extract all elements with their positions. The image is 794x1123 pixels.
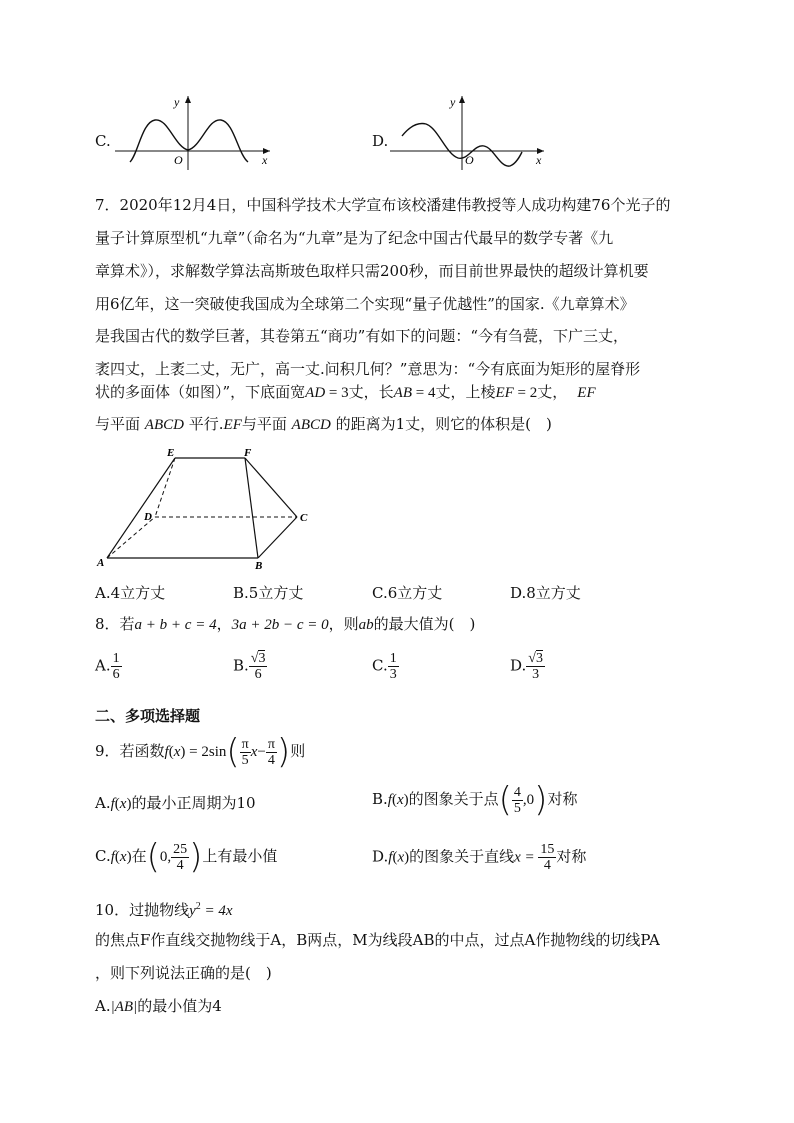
q7-zhang2: 丈，上棱 — [435, 383, 496, 401]
frac-den-5: 5 — [240, 752, 251, 768]
frac-den: 4 — [538, 857, 556, 873]
q10-stem-line-1 — [95, 897, 233, 921]
frac-num: 15 — [540, 842, 555, 857]
frac-den: 5 — [513, 800, 521, 816]
q7-line-4: 用6亿年，这一突破使我国成为全球第二个实现“量子优越性”的国家.《九章算术》 — [95, 295, 635, 313]
option-text: 的最小值为4 — [137, 997, 222, 1015]
vertex-c-label: C — [300, 512, 308, 524]
frac-num: 25 — [173, 841, 188, 857]
section-title-multiple-choice: 二、多项选择题 — [95, 707, 201, 725]
q8-stem — [95, 614, 475, 635]
frac-num-pi: π — [241, 736, 249, 752]
frac-den: 6 — [112, 667, 120, 682]
q8-cond-2: 3a + 2b − c = 0 — [231, 617, 329, 633]
q7-line-6: 袤四丈，上袤二丈，无广，高一丈.问积几何？”意思为：“今有底面为矩形的屋脊形 — [95, 360, 641, 378]
frac-den: 3 — [389, 667, 397, 682]
q8-sep: ， — [216, 615, 232, 633]
q7-option-c[interactable]: C.6立方丈 — [372, 584, 443, 602]
vertex-b-label: B — [255, 560, 263, 572]
q7-line8-a: 与平面 — [95, 415, 141, 433]
q8-ab: ab — [358, 617, 374, 633]
q6d-x-label: x — [536, 153, 542, 167]
q8-option-a[interactable] — [95, 651, 122, 682]
frac-num: 1 — [112, 651, 120, 666]
option-label: D. — [510, 656, 527, 675]
q7-option-d[interactable]: D.8立方丈 — [510, 584, 581, 602]
frac-den: 6 — [249, 666, 268, 682]
sqrt-icon: √ — [528, 651, 536, 666]
q8-suffix: 的最大值为( ) — [373, 615, 476, 633]
option-label: A. — [95, 656, 111, 675]
q10-option-a[interactable] — [95, 996, 222, 1017]
math-sup-2: 2 — [195, 901, 201, 912]
math-x: x — [173, 744, 181, 760]
q10-stem-line-2: 的焦点F作直线交抛物线于A，B两点，M为线段AB的中点，过点A作抛物线的切线PA — [95, 931, 660, 949]
q9-prefix: 9．若函数 — [95, 742, 165, 760]
math-ef-3: EF — [223, 417, 242, 433]
q8-option-c[interactable] — [372, 651, 399, 682]
q7-zhang1: 丈，长 — [348, 383, 394, 401]
q6-option-c-label[interactable]: C. — [95, 132, 111, 150]
vertex-f-label: F — [244, 447, 252, 459]
option-tail: 对称 — [556, 847, 587, 866]
frac-den-4: 4 — [266, 752, 277, 768]
q6-option-d-label[interactable]: D. — [372, 132, 389, 150]
math-eq-2sin: = 2sin — [185, 744, 227, 760]
option-text: 的最小正周期为10 — [131, 794, 256, 812]
q10-prefix: 10．过抛物线 — [95, 901, 190, 919]
option-label: B. — [372, 790, 388, 808]
q9-suffix: 则 — [290, 742, 306, 760]
option-label: A. — [95, 794, 111, 812]
option-text: 的图象关于点 — [408, 790, 499, 808]
math-eq3: = 3 — [325, 385, 349, 401]
math-ef-2: EF — [577, 385, 596, 401]
q6d-y-label: y — [450, 95, 456, 109]
math-abcd: ABCD — [144, 417, 184, 433]
math-eq-4x: = 4x — [200, 903, 233, 919]
option-label: C. — [372, 656, 388, 675]
q7-line-2: 量子计算原型机“九章”（命名为“九章”是为了纪念中国古代最早的数学专著《九 — [95, 229, 614, 247]
q6-option-d-graph — [388, 92, 553, 172]
math-minus: − — [257, 744, 266, 760]
vertex-a-label: A — [97, 557, 105, 569]
q8-cond-1: a + b + c = 4 — [134, 617, 217, 633]
frac-num: 1 — [389, 651, 397, 666]
frac-num: 4 — [513, 784, 521, 800]
option-label: B. — [233, 656, 249, 675]
math-zero: 0, — [159, 849, 172, 865]
math-zero: ,0 — [522, 792, 535, 808]
math-eq4: = 4 — [411, 385, 436, 401]
option-label: D. — [372, 847, 389, 866]
q7-line7-text: 状的多面体（如图）”，下底面宽 — [95, 383, 306, 401]
q7-line8-c: 与平面 — [241, 415, 287, 433]
option-label: C. — [95, 847, 111, 865]
frac-num: 3 — [258, 651, 266, 666]
math-ef: EF — [495, 385, 514, 401]
q7-line-8 — [95, 414, 552, 435]
q9-option-c[interactable]: C.f(x)在(0, $\frac{25}{4}$ )上有最小值 — [95, 837, 278, 877]
q6d-origin-label: O — [465, 153, 474, 167]
q7-zhang3: 丈， — [537, 383, 568, 401]
math-x-eq: x = — [514, 849, 539, 866]
math-y: y — [189, 903, 196, 919]
option-text: 在 — [131, 847, 147, 865]
q8-option-b[interactable] — [233, 651, 267, 682]
q8-mid: ，则 — [328, 615, 359, 633]
math-ab: AB — [393, 385, 412, 401]
math-ad: AD — [305, 385, 326, 401]
option-text: 的图象关于直线 — [409, 847, 515, 866]
q9-stem: 9．若函数f(x) = 2sin( $\frac{\pi}{5}$ x− $\frac{\pi}{4}$ )则 — [95, 732, 306, 772]
math-abcd-2: ABCD — [291, 417, 331, 433]
math-abs-ab: |AB| — [110, 999, 138, 1015]
q8-prefix: 8．若 — [95, 615, 135, 633]
q9-option-d[interactable]: D.f(x)的图象关于直线x = $\frac{15}{4}$ 对称 — [372, 842, 587, 873]
q7-line8-b: 平行. — [188, 415, 224, 433]
option-tail: 上有最小值 — [202, 847, 278, 865]
math-eq2: = 2 — [513, 385, 538, 401]
vertex-d-label: D — [144, 511, 152, 523]
q8-option-d[interactable] — [510, 651, 545, 682]
frac-num: 3 — [535, 651, 543, 666]
q9-option-b[interactable]: B.f(x)的图象关于点( $\frac{4}{5}$ ,0)对称 — [372, 780, 578, 820]
q6c-y-label: y — [174, 95, 180, 109]
q6c-origin-label: O — [174, 153, 183, 167]
q7-line-5: 是我国古代的数学巨著，其卷第五“商功”有如下的问题：“今有刍甍，下广三丈， — [95, 327, 629, 345]
q6-option-c-graph — [110, 92, 280, 172]
q10-stem-line-3: ，则下列说法正确的是( ) — [95, 964, 272, 982]
q7-line-7 — [95, 382, 596, 403]
q7-line-3: 章算术》），求解数学算法高斯玻色取样只需200秒，而目前世界最快的超级计算机要 — [95, 262, 649, 280]
math-f: f — [164, 744, 169, 760]
q6c-x-label: x — [262, 153, 268, 167]
q9-option-a[interactable]: A.f(x)的最小正周期为10 — [95, 794, 256, 812]
vertex-e-label: E — [167, 447, 175, 459]
q7-line8-d: 的距离为1丈，则它的体积是( ) — [335, 415, 552, 433]
option-label: A. — [95, 997, 111, 1015]
q7-option-b[interactable]: B.5立方丈 — [233, 584, 304, 602]
frac-den: 3 — [526, 666, 545, 682]
q7-polyhedron-figure — [95, 445, 325, 573]
option-tail: 对称 — [547, 790, 578, 808]
q7-option-a[interactable]: A.4立方丈 — [95, 584, 166, 602]
frac-den: 4 — [171, 857, 189, 873]
q7-line-1: 7．2020年12月4日，中国科学技术大学宣布该校潘建伟教授等人成功构建76个光子的 — [95, 196, 671, 214]
sqrt-icon: √ — [250, 651, 259, 666]
